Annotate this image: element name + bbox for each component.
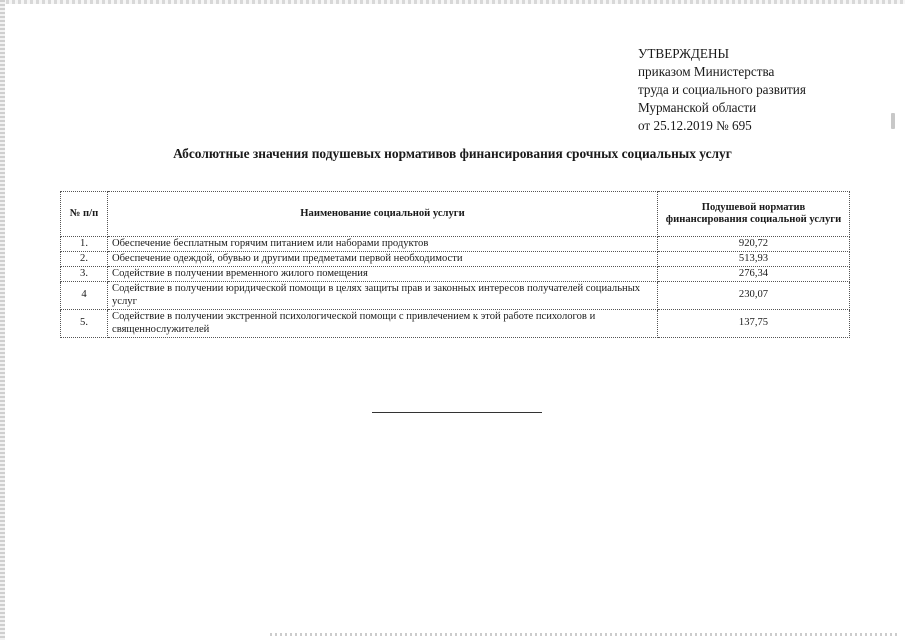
row-number: 5. — [61, 310, 108, 338]
approval-block — [638, 45, 806, 135]
table-header-row — [61, 192, 850, 237]
table-row — [61, 252, 850, 267]
row-norm-value: 137,75 — [658, 310, 850, 338]
row-norm-value: 920,72 — [658, 237, 850, 252]
header-number: № п/п — [61, 192, 108, 237]
approval-line: УТВЕРЖДЕНЫ — [638, 46, 730, 61]
header-norm: Подушевой норматив финансирования социальной услуги — [658, 192, 850, 237]
row-norm-value: 230,07 — [658, 282, 850, 310]
scan-edge-top — [0, 0, 905, 4]
scan-edge-left — [0, 0, 5, 640]
row-norm-value: 276,34 — [658, 267, 850, 282]
closing-rule — [372, 412, 542, 413]
row-service-name: Содействие в получении экстренной психологической помощи с привлечением к этой работе психологов и священнослужителей — [108, 310, 658, 338]
scan-mark — [891, 113, 895, 129]
row-number: 2. — [61, 252, 108, 267]
approval-line: Мурманской области — [638, 100, 757, 115]
approval-line: приказом Министерства — [638, 64, 775, 79]
norms-table — [60, 191, 850, 338]
scan-edge-bottom — [270, 633, 900, 636]
row-number: 3. — [61, 267, 108, 282]
table-row — [61, 267, 850, 282]
document-title: Абсолютные значения подушевых нормативов финансирования срочных социальных услуг — [173, 146, 732, 161]
row-service-name: Содействие в получении временного жилого помещения — [108, 267, 658, 282]
row-number: 1. — [61, 237, 108, 252]
approval-line: труда и социального развития — [638, 82, 806, 97]
table-row — [61, 237, 850, 252]
row-norm-value: 513,93 — [658, 252, 850, 267]
row-service-name: Содействие в получении юридической помощи в целях защиты прав и законных интересов получателей социальных услуг — [108, 282, 658, 310]
approval-line: от 25.12.2019 № 695 — [638, 118, 752, 133]
row-service-name: Обеспечение бесплатным горячим питанием или наборами продуктов — [108, 237, 658, 252]
header-name: Наименование социальной услуги — [108, 192, 658, 237]
table-row — [61, 310, 850, 338]
table-row — [61, 282, 850, 310]
row-number: 4 — [61, 282, 108, 310]
row-service-name: Обеспечение одеждой, обувью и другими предметами первой необходимости — [108, 252, 658, 267]
